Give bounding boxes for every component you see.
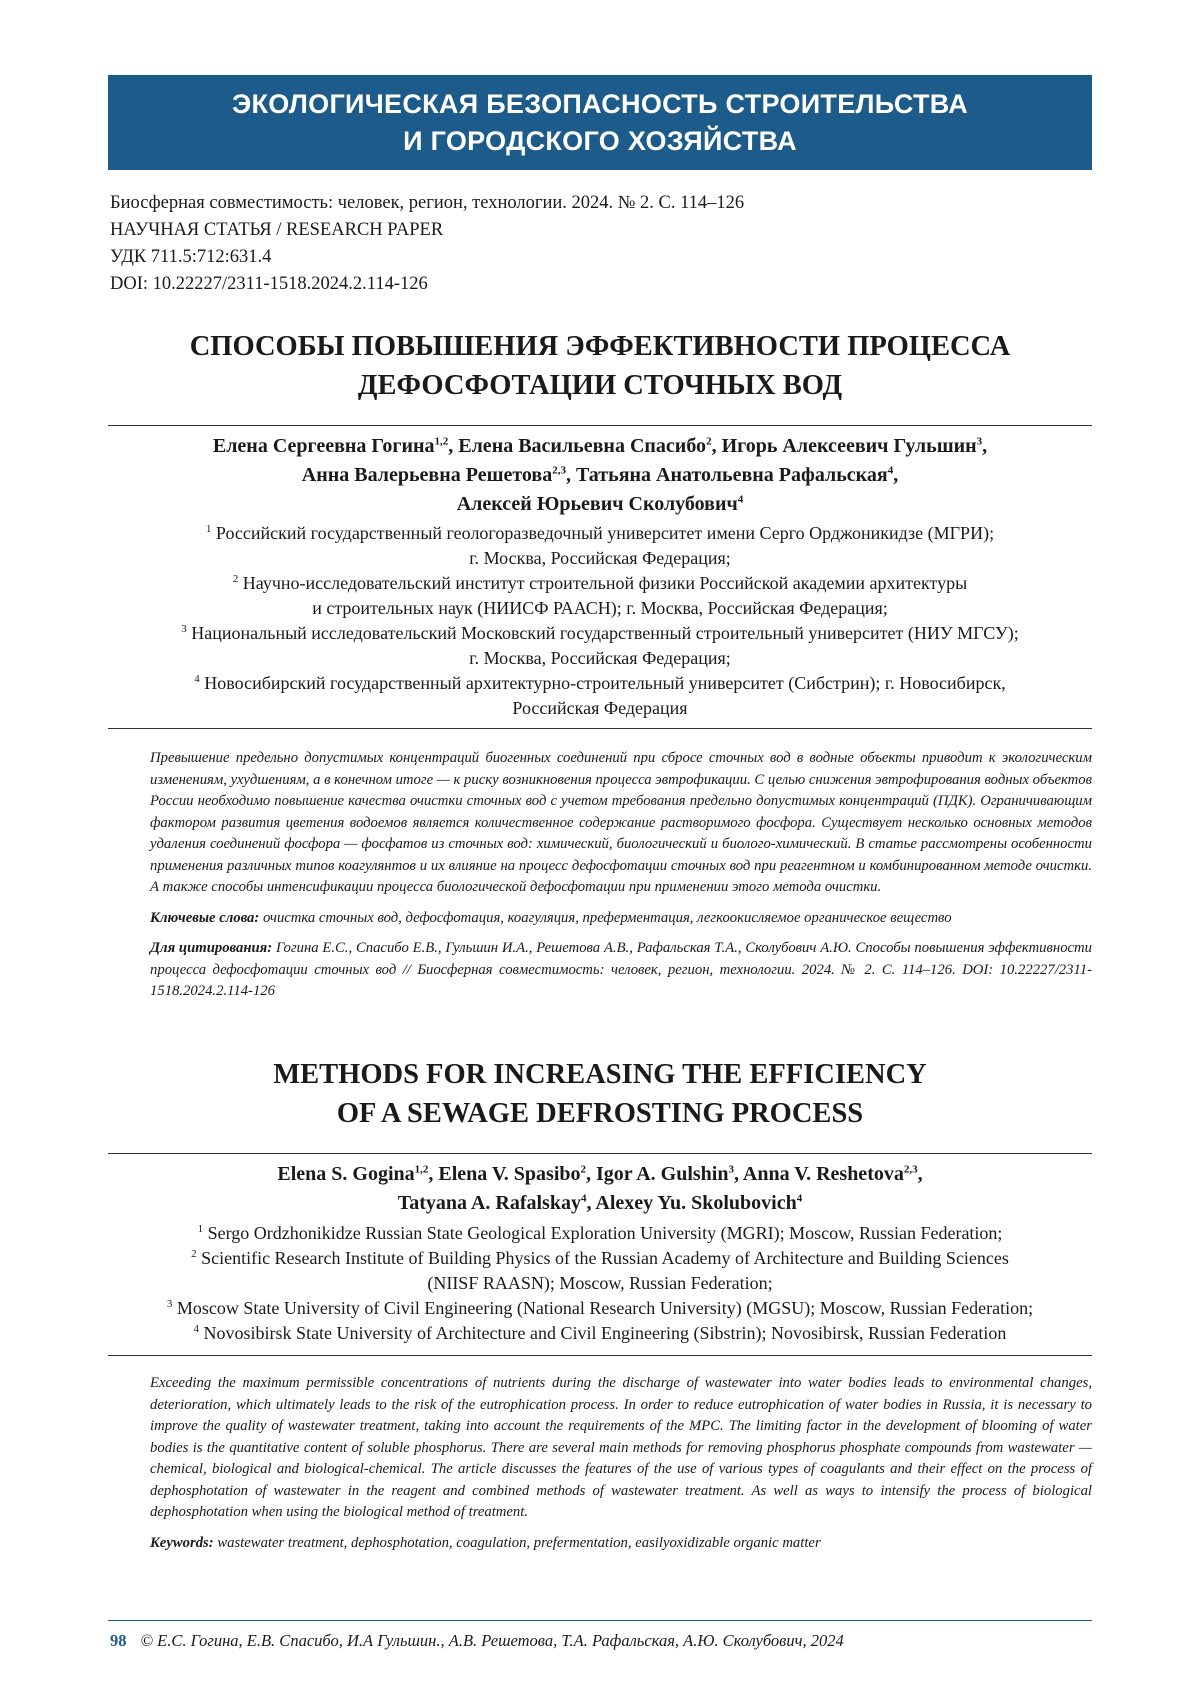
affiliation-3 — [108, 621, 1092, 646]
author-name: Anna V. Reshetova — [742, 1163, 904, 1185]
author-affil-sup: 2,3 — [552, 464, 566, 477]
affiliation-number: 1 — [205, 523, 212, 535]
affiliation-text: Научно-исследовательский институт строительной физики Российской академии архитектуры — [242, 573, 968, 593]
author-sep: , — [586, 1192, 596, 1214]
author-sep: , — [586, 1163, 597, 1185]
divider — [108, 1153, 1092, 1154]
abstract-ru — [150, 748, 1092, 1003]
author-sep: , — [893, 464, 899, 486]
affiliation-text: Российская Федерация — [512, 698, 688, 718]
page-number: 98 — [110, 1631, 127, 1650]
divider — [108, 728, 1092, 729]
article-meta — [110, 190, 744, 298]
title-en — [108, 1055, 1092, 1133]
title-ru — [108, 327, 1092, 405]
affiliation-text: Moscow State University of Civil Engineering (National Research University) (MGSU); Moscow, Russian Federation; — [176, 1298, 1034, 1318]
authors-en-line-1 — [108, 1160, 1092, 1189]
author-name: Elena V. Spasibo — [438, 1163, 581, 1185]
affiliation-text: Sergo Ordzhonikidze Russian State Geological Exploration University (MGRI); Moscow, Russian Federation; — [207, 1223, 1003, 1243]
authors-en — [108, 1160, 1092, 1218]
author-affil-sup: 4 — [737, 493, 744, 506]
title-en-line-1: METHODS FOR INCREASING THE EFFICIENCY — [273, 1059, 927, 1090]
affiliations-ru — [108, 521, 1092, 721]
abstract-en — [150, 1373, 1092, 1554]
journal-citation: Биосферная совместимость: человек, регион, технологии. 2024. № 2. С. 114–126 — [110, 193, 745, 213]
author-name: Игорь Алексеевич Гульшин — [721, 435, 977, 457]
affiliation-text: Scientific Research Institute of Building Physics of the Russian Academy of Architecture and Building Sciences — [201, 1248, 1009, 1268]
author-sep: , — [565, 464, 576, 486]
author-affil-sup: 2 — [706, 435, 712, 448]
abstract-ru-text: Превышение предельно допустимых концентраций биогенных соединений при сбросе сточных вод в водные объекты приводит к экологическим изменениям, ухудшениям, а в конечном итоге — к риску возникновения процесса эвтрофикации. С целью снижения эвтрофирования водных объектов России необходимо повышение качества очистки сточных вод с учетом требования предельно допустимых концентраций (ПДК). Ограничивающим фактором развития цветения водоемов является количественное содержание растворимого фосфора. Существует несколько основных методов удаления соединений фосфора — фосфатов из сточных вод: химический, биологический и биолого-химический. В статье рассмотрены особенности применения различных типов коагулянтов и их влияние на процесс дефосфотации сточных вод при реагентном и комбинированном методе очистки. А также способы интенсификации процесса биологической дефосфотации при применении этого метода очистки. — [150, 750, 1092, 895]
page-footer — [110, 1630, 844, 1652]
affiliation-number: 3 — [181, 623, 187, 635]
author-name: Alexey Yu. Skolubovich — [595, 1192, 797, 1214]
author-affil-sup: 4 — [887, 464, 894, 477]
affiliation-2 — [108, 1246, 1092, 1271]
divider — [108, 425, 1092, 426]
keywords-text: wastewater treatment, dephosphotation, coagulation, prefermentation, easilyoxidizable organic matter — [217, 1534, 821, 1551]
keywords-ru — [150, 908, 1092, 930]
title-ru-line-1: СПОСОБЫ ПОВЫШЕНИЯ ЭФФЕКТИВНОСТИ ПРОЦЕССА — [189, 331, 1011, 362]
authors-ru-line-3 — [108, 490, 1092, 519]
article-type: НАУЧНАЯ СТАТЬЯ / RESEARCH PAPER — [110, 220, 444, 240]
keywords-label: Ключевые слова: — [150, 909, 260, 926]
keywords-text: очистка сточных вод, дефосфотация, коагуляция, преферментация, легкоокисляемое органическое вещество — [262, 909, 952, 926]
authors-ru-line-2 — [108, 461, 1092, 490]
affiliation-number: 4 — [194, 673, 200, 685]
divider — [108, 1355, 1092, 1356]
banner-line-2: И ГОРОДСКОГО ХОЗЯЙСТВА — [403, 125, 797, 156]
affiliation-2 — [108, 571, 1092, 596]
affiliation-4 — [108, 671, 1092, 696]
author-name: Елена Васильевна Спасибо — [458, 435, 707, 457]
author-name: Igor A. Gulshin — [596, 1163, 729, 1185]
title-en-line-2: OF A SEWAGE DEFROSTING PROCESS — [336, 1098, 864, 1129]
author-affil-sup: 4 — [796, 1192, 803, 1205]
author-name: Татьяна Анатольевна Рафальская — [575, 464, 888, 486]
author-sep: , — [917, 1163, 923, 1185]
affiliation-1 — [108, 1221, 1092, 1246]
footer-divider — [108, 1620, 1092, 1621]
affiliation-text: и строительных наук (НИИСФ РААСН); г. Москва, Российская Федерация; — [312, 598, 888, 618]
author-affil-sup: 2,3 — [903, 1163, 918, 1176]
abstract-en-text: Exceeding the maximum permissible concentrations of nutrients during the discharge of wastewater into water bodies leads to environmental changes, deterioration, which ultimately leads to the risk of the eutrophication process. In order to reduce eutrophication of water bodies in Russia, it is necessary to improve the quality of wastewater treatment, taking into account the requirements of the MPC. The limiting factor in the development of blooming of water bodies is the quantitative content of soluble phosphorus. There are several main methods for removing phosphorus phosphate compounds from wastewater — chemical, biological and biological-chemical. The article discusses the features of the use of various types of coagulants and their effect on the process of dephosphotation of wastewater in the reagent and combined methods of wastewater treatment. As well as ways to intensify the process of biological dephosphotation when using the biological method of treatment. — [150, 1375, 1092, 1520]
affiliation-text: Российский государственный геологоразведочный университет имени Серго Орджоникидзе (МГРИ); — [215, 523, 995, 543]
copyright: © Е.С. Гогина, Е.В. Спасибо, И.А Гульшин., А.В. Решетова, Т.А. Рафальская, А.Ю. Сколубович, 2024 — [140, 1631, 844, 1650]
author-name: Tatyana A. Rafalskay — [397, 1192, 581, 1214]
author-affil-sup: 3 — [976, 435, 983, 448]
citation-ru — [150, 938, 1092, 1003]
banner-line-1: ЭКОЛОГИЧЕСКАЯ БЕЗОПАСНОСТЬ СТРОИТЕЛЬСТВА — [231, 88, 968, 119]
udc-code: УДК 711.5:712:631.4 — [110, 247, 272, 267]
section-banner — [108, 75, 1092, 170]
affiliations-en — [108, 1221, 1092, 1346]
affiliation-text: г. Москва, Российская Федерация; — [469, 648, 731, 668]
author-affil-sup: 1,2 — [434, 435, 449, 448]
author-affil-sup: 2 — [580, 1163, 587, 1176]
author-name: Анна Валерьевна Решетова — [301, 464, 553, 486]
author-sep: , — [428, 1163, 439, 1185]
affiliation-number: 2 — [191, 1248, 197, 1260]
authors-en-line-2 — [108, 1189, 1092, 1218]
affiliation-number: 3 — [166, 1298, 173, 1310]
affiliation-number: 4 — [193, 1323, 200, 1335]
affiliation-number: 1 — [197, 1223, 204, 1235]
authors-ru — [108, 432, 1092, 519]
affiliation-text: г. Москва, Российская Федерация; — [469, 548, 731, 568]
affiliation-1 — [108, 521, 1092, 546]
keywords-en — [150, 1533, 1092, 1555]
affiliation-text: (NIISF RAASN); Moscow, Russian Federation; — [427, 1273, 773, 1293]
title-ru-line-2: ДЕФОСФОТАЦИИ СТОЧНЫХ ВОД — [357, 370, 843, 401]
affiliation-3 — [108, 1296, 1092, 1321]
keywords-label: Keywords: — [150, 1534, 214, 1551]
author-sep: , — [448, 435, 459, 457]
author-affil-sup: 1,2 — [414, 1163, 429, 1176]
citation-text: Гогина Е.С., Спасибо Е.В., Гульшин И.А., Решетова А.В., Рафальская Т.А., Сколубович А.Ю. Способы повышения эффективности процесса дефосфотации сточных вод // Биосферная совместимость: человек, регион, технологии. 2024. № 2. С. 114–126. DOI: 10.22227/2311-1518.2024.2.114-126 — [150, 940, 1093, 999]
author-name: Elena S. Gogina — [277, 1163, 415, 1185]
authors-ru-line-1 — [108, 432, 1092, 461]
author-sep: , — [982, 435, 988, 457]
affiliation-text: Novosibirsk State University of Architecture and Civil Engineering (Sibstrin); Novosibirsk, Russian Federation — [203, 1323, 1007, 1343]
author-sep: , — [711, 435, 722, 457]
affiliation-number: 2 — [232, 573, 239, 585]
author-affil-sup: 3 — [728, 1163, 734, 1176]
author-name: Елена Сергеевна Гогина — [212, 435, 435, 457]
author-sep: , — [733, 1163, 743, 1185]
author-name: Алексей Юрьевич Сколубович — [456, 493, 738, 515]
affiliation-text: Национальный исследовательский Московский государственный строительный университет (НИУ МГСУ); — [191, 623, 1019, 643]
affiliation-4 — [108, 1321, 1092, 1346]
affiliation-text: Новосибирский государственный архитектурно-строительный университет (Сибстрин); г. Новосибирск, — [204, 673, 1006, 693]
doi: DOI: 10.22227/2311-1518.2024.2.114-126 — [110, 274, 428, 294]
citation-label: Для цитирования: — [150, 940, 273, 956]
author-affil-sup: 4 — [580, 1192, 587, 1205]
